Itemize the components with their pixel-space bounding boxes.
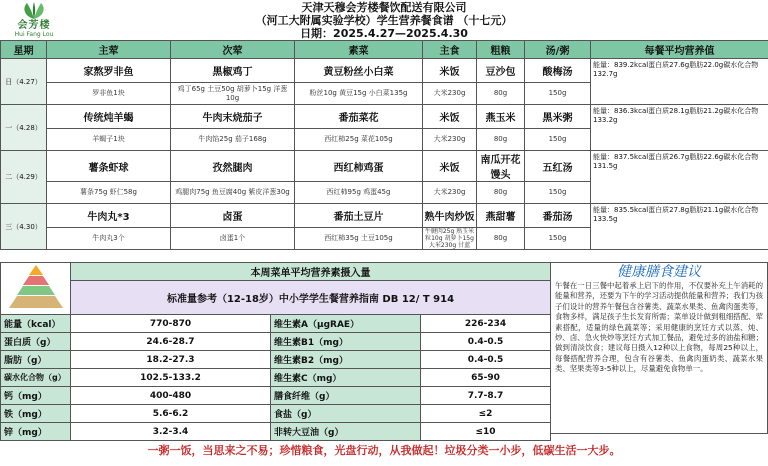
nutrient-value: 0.4-0.5 [421, 333, 551, 351]
dish-soup: 五红汤 [525, 151, 591, 182]
lower-section [0, 262, 768, 438]
nutrient-value: 770-870 [71, 315, 271, 333]
table-row [1, 387, 551, 405]
nutrient-value: 102.5-133.2 [71, 369, 271, 387]
ingredients-sub-meat: 鸡丁65g 土豆50g 胡萝卜15g 洋葱10g [171, 83, 295, 105]
pyramid-cell [1, 263, 71, 315]
nutrition-summary: 能量：839.2kcal蛋白质27.6g脂肪22.0g碳水化合物132.7g [591, 59, 768, 105]
menu-header-row [1, 41, 768, 59]
ingredients-veg: 西红柿35g 土豆105g [295, 228, 423, 250]
table-row [1, 405, 551, 423]
day-label: 二（4.29） [1, 151, 47, 204]
weekly-nutrition-table [0, 262, 551, 441]
dish-soup: 黑米粥 [525, 105, 591, 129]
ingredients-grain: 80g [477, 182, 525, 204]
nutrition-summary: 能量：837.5kcal蛋白质26.7g脂肪22.6g碳水化合物131.5g [591, 151, 768, 204]
nutrient-value: ≤2 [421, 405, 551, 423]
table-row [1, 151, 768, 182]
nutrient-value: 5.6-6.2 [71, 405, 271, 423]
nutrient-label: 维生素B1（mg） [271, 333, 421, 351]
ingredients-staple: 牛腱肉25g 熟玉米粒10g 胡萝卜15g 大米230g 甘蓝 [423, 228, 477, 250]
health-advice-panel [550, 262, 768, 434]
col-header-soup: 汤/粥 [525, 41, 591, 59]
ingredients-main-meat: 罗非鱼1块 [47, 83, 171, 105]
dish-grain: 燕玉米 [477, 105, 525, 129]
col-header-sub-meat: 次荤 [171, 41, 295, 59]
dish-staple: 米饭 [423, 105, 477, 129]
ingredients-sub-meat: 牛肉馅25g 茄子168g [171, 129, 295, 151]
nutrient-value: 3.2-3.4 [71, 423, 271, 441]
col-header-staple: 主食 [423, 41, 477, 59]
dish-main-meat: 薯条虾球 [47, 151, 171, 182]
ingredients-grain: 80g [477, 228, 525, 250]
dish-grain: 南瓜开花馒头 [477, 151, 525, 182]
dish-grain: 豆沙包 [477, 59, 525, 83]
ingredients-veg: 西红柿25g 菜花105g [295, 129, 423, 151]
ingredients-veg: 西红柿95g 鸡蛋45g [295, 182, 423, 204]
logo-text: 会芳楼 [17, 20, 51, 31]
standard-reference: 标准量参考（12-18岁）中小学学生餐营养指南 DB 12/ T 914 [71, 281, 551, 315]
nutrient-label: 脂肪（g） [1, 351, 71, 369]
col-header-veg: 素菜 [295, 41, 423, 59]
ingredients-soup: 150g [525, 182, 591, 204]
dish-veg: 番茄土豆片 [295, 204, 423, 228]
page-header [0, 0, 768, 40]
col-header-nutrition: 每餐平均营养值 [591, 41, 768, 59]
dish-soup: 酸梅汤 [525, 59, 591, 83]
dish-sub-meat: 孜然腿肉 [171, 151, 295, 182]
col-header-day: 星期 [1, 41, 47, 59]
ingredients-soup: 150g [525, 228, 591, 250]
day-label: 一（4.28） [1, 105, 47, 151]
nutrient-label: 非转大豆油（g） [271, 423, 421, 441]
ingredients-main-meat: 羊蝎子1块 [47, 129, 171, 151]
advice-text: 午餐在一日三餐中起着承上启下的作用，不仅要补充上午消耗的能量和营养，还要为下午的学习活动提供能量和营养；我们为孩子们设计的营养午餐包含谷薯类、蔬菜水果类、鱼禽肉蛋类等，食物多样，满足孩子生长发育所需；菜单设计做到粗细搭配、荤素搭配，适量的绿色蔬菜等；采用健康的烹饪方式以蒸、炖、炒、卤、急火快炒等烹饪方式加工餐品，避免过多的油盐和糖；做到清淡饮食；建议每日摄入12种以上食物，每周25种以上，每餐搭配营养合理，包含有谷薯类、鱼禽肉蛋奶类、蔬菜水果类、坚果类等3-5种以上，尽量避免食物单一。 [555, 281, 763, 374]
ingredients-sub-meat: 鸡腿肉75g 鱼豆腐40g 紫皮洋葱30g [171, 182, 295, 204]
day-label: 三（4.30） [1, 204, 47, 250]
title-block [0, 0, 768, 40]
nutrient-label: 膳食纤维（g） [271, 387, 421, 405]
col-header-grain: 粗粮 [477, 41, 525, 59]
ingredients-main-meat: 薯条75g 虾仁58g [47, 182, 171, 204]
ingredients-staple: 大米230g [423, 83, 477, 105]
dish-veg: 黄豆粉丝小白菜 [295, 59, 423, 83]
table-row [1, 333, 551, 351]
col-header-main-meat: 主荤 [47, 41, 171, 59]
nutrient-label: 铁（mg） [1, 405, 71, 423]
footer-slogan: 一粥一饭，当思来之不易；珍惜粮食，光盘行动，从我做起！垃圾分类一小步，低碳生活一大步。 [147, 444, 621, 457]
nutrition-summary: 能量：836.3kcal蛋白质28.1g脂肪21.2g碳水化合物133.2g [591, 105, 768, 151]
ingredients-grain: 80g [477, 83, 525, 105]
dish-staple: 熟牛肉炒饭 [423, 204, 477, 228]
nutrient-label: 食盐（g） [271, 405, 421, 423]
table-row [1, 204, 768, 228]
nutrient-label: 钙（mg） [1, 387, 71, 405]
nutrient-value: ≤10 [421, 423, 551, 441]
nutrient-label: 维生素A（μgRAE） [271, 315, 421, 333]
menu-title: （河工大附属实验学校）学生营养餐食谱 （十七元） [255, 14, 513, 27]
weekly-heading: 本周菜单平均营养素摄入量 [71, 263, 551, 281]
dish-staple: 米饭 [423, 59, 477, 83]
nutrient-value: 24.6-28.7 [71, 333, 271, 351]
nutrient-value: 7.7-8.7 [421, 387, 551, 405]
nutrient-label: 维生素B2（mg） [271, 351, 421, 369]
menu-table [0, 40, 768, 250]
ingredients-grain: 80g [477, 129, 525, 151]
nutrient-value: 65-90 [421, 369, 551, 387]
dish-main-meat: 牛肉丸*3 [47, 204, 171, 228]
dish-veg: 西红柿鸡蛋 [295, 151, 423, 182]
day-label: 日（4.27） [1, 59, 47, 105]
ingredients-soup: 150g [525, 83, 591, 105]
ingredients-main-meat: 牛肉丸3个 [47, 228, 171, 250]
dish-soup: 番茄汤 [525, 204, 591, 228]
nutrient-value: 400-480 [71, 387, 271, 405]
ingredients-staple: 大米230g [423, 182, 477, 204]
dish-grain: 燕甜薯 [477, 204, 525, 228]
dish-main-meat: 家熬罗非鱼 [47, 59, 171, 83]
nutrient-label: 蛋白质（g） [1, 333, 71, 351]
nutrition-summary: 能量：835.5kcal蛋白质27.8g脂肪21.1g碳水化合物133.5g [591, 204, 768, 250]
dish-veg: 番茄菜花 [295, 105, 423, 129]
nutrient-value: 226-234 [421, 315, 551, 333]
ingredients-veg: 粉丝10g 黄豆15g 小白菜135g [295, 83, 423, 105]
ingredients-sub-meat: 卤蛋1个 [171, 228, 295, 250]
ingredients-staple: 大米230g [423, 129, 477, 151]
table-row [1, 105, 768, 129]
table-row [1, 59, 768, 83]
advice-title: 健康膳食建议 [617, 264, 701, 280]
nutrient-label: 维生素C（mg） [271, 369, 421, 387]
dish-sub-meat: 黑椒鸡丁 [171, 59, 295, 83]
dish-sub-meat: 牛肉末烧茄子 [171, 105, 295, 129]
date-range: 日期：2025.4.27—2025.4.30 [300, 27, 468, 40]
table-row [1, 369, 551, 387]
table-row [1, 351, 551, 369]
table-row [1, 315, 551, 333]
dish-sub-meat: 卤蛋 [171, 204, 295, 228]
dish-main-meat: 传统炖羊蝎 [47, 105, 171, 129]
dish-staple: 米饭 [423, 151, 477, 182]
food-pyramid-icon [5, 263, 67, 311]
nutrient-label: 能量（kcal） [1, 315, 71, 333]
nutrient-label: 锌（mg） [1, 423, 71, 441]
nutrient-value: 0.4-0.5 [421, 351, 551, 369]
ingredients-soup: 150g [525, 129, 591, 151]
company-title: 天津天穆会芳楼餐饮配送有限公司 [301, 1, 467, 14]
nutrient-label: 碳水化合物（g） [1, 369, 71, 387]
nutrient-value: 18.2-27.3 [71, 351, 271, 369]
logo-subtext: Hui Fang Lou [14, 31, 54, 38]
